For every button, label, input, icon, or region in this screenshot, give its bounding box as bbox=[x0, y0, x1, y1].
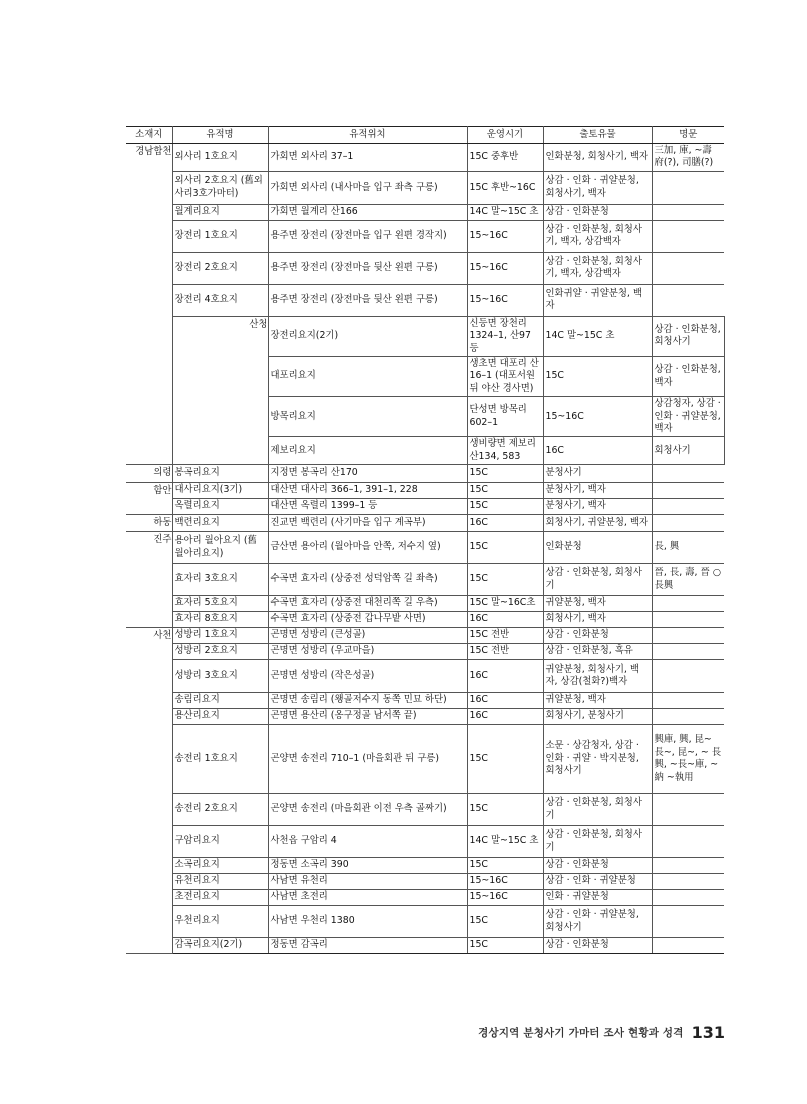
artifacts-cell: 상감 · 인화분청 bbox=[543, 858, 652, 874]
artifacts-cell: 상감 · 인화 · 귀얄분청 bbox=[543, 874, 652, 890]
table-body bbox=[126, 144, 724, 954]
site-name-cell: 구암리요지 bbox=[172, 826, 268, 858]
inscription-cell bbox=[652, 794, 724, 826]
region-cell bbox=[126, 465, 172, 482]
table-row bbox=[126, 220, 724, 252]
table-row bbox=[126, 204, 724, 220]
inscription-cell: 興庫, 興, 昆~ 長~, 昆~, ~ 長興, ~長~庫, ~納 ~執用 bbox=[652, 725, 724, 794]
header-site-name: 유적명 bbox=[172, 127, 268, 144]
artifacts-cell: 상감 · 인화분청, 흑유 bbox=[543, 644, 652, 660]
site-location-cell: 가회면 월계리 산166 bbox=[268, 204, 467, 220]
artifacts-cell: 분청사기, 백자 bbox=[543, 498, 652, 514]
table-row bbox=[126, 660, 724, 693]
site-name-cell: 월계리요지 bbox=[172, 204, 268, 220]
period-cell: 14C 말~15C 초 bbox=[467, 204, 543, 220]
site-name-cell: 장전리 1호요지 bbox=[172, 220, 268, 252]
site-name-cell: 방목리요지 bbox=[268, 397, 467, 437]
period-cell: 15C 후반~16C bbox=[467, 171, 543, 204]
table-row bbox=[126, 564, 724, 596]
site-location-cell: 단성면 방목리 602–1 bbox=[467, 397, 543, 437]
site-location-cell: 곤명면 성방리 (큰성골) bbox=[268, 628, 467, 644]
site-name-cell: 효자리 5호요지 bbox=[172, 596, 268, 612]
period-cell: 15~16C bbox=[467, 890, 543, 906]
site-location-cell: 가회면 외사리 37–1 bbox=[268, 144, 467, 172]
artifacts-cell: 상감 · 인화분청 bbox=[543, 628, 652, 644]
period-cell: 15~16C bbox=[543, 397, 652, 437]
site-location-cell: 금산면 용아리 (월아마을 안쪽, 저수지 옆) bbox=[268, 532, 467, 564]
county-label: 진주 bbox=[153, 534, 172, 546]
table-row bbox=[126, 826, 724, 858]
table-row bbox=[126, 693, 724, 709]
table-row bbox=[126, 890, 724, 906]
period-cell: 14C 말~15C 초 bbox=[543, 316, 652, 356]
site-name-cell: 송전리 2호요지 bbox=[172, 794, 268, 826]
site-location-cell: 수곡면 효자리 (상중전 성덕암쪽 길 좌측) bbox=[268, 564, 467, 596]
table-header-row bbox=[126, 127, 724, 144]
kiln-site-table bbox=[126, 126, 724, 954]
site-location-cell: 진교면 백련리 (사기마을 입구 계곡부) bbox=[268, 514, 467, 531]
site-name-cell: 초전리요지 bbox=[172, 890, 268, 906]
county-label: 하동 bbox=[153, 516, 172, 528]
artifacts-cell: 상감 · 인화분청, 회청사기 bbox=[543, 826, 652, 858]
site-location-cell: 곤명면 성방리 (우교마을) bbox=[268, 644, 467, 660]
table-row bbox=[126, 144, 724, 172]
site-name-cell: 효자리 3호요지 bbox=[172, 564, 268, 596]
site-name-cell: 소곡리요지 bbox=[172, 858, 268, 874]
inscription-cell bbox=[652, 858, 724, 874]
inscription-cell bbox=[652, 596, 724, 612]
site-location-cell: 곤양면 송전리 710–1 (마을회관 뒤 구릉) bbox=[268, 725, 467, 794]
site-location-cell: 대산면 옥렬리 1399–1 등 bbox=[268, 498, 467, 514]
site-location-cell: 사남면 초전리 bbox=[268, 890, 467, 906]
period-cell: 15C bbox=[467, 564, 543, 596]
table-row bbox=[126, 514, 724, 531]
inscription-cell bbox=[652, 628, 724, 644]
region-cell bbox=[126, 628, 172, 954]
inscription-cell bbox=[652, 612, 724, 628]
site-location-cell: 수곡면 효자리 (상중전 갑나무밭 사면) bbox=[268, 612, 467, 628]
artifacts-cell: 회청사기 bbox=[652, 437, 724, 465]
site-name-cell: 외사리 1호요지 bbox=[172, 144, 268, 172]
artifacts-cell: 인화귀얄 · 귀얄분청, 백자 bbox=[543, 284, 652, 316]
site-location-cell: 지정면 봉곡리 산170 bbox=[268, 465, 467, 482]
inscription-cell bbox=[652, 204, 724, 220]
inscription-cell bbox=[652, 906, 724, 938]
table-row bbox=[126, 628, 724, 644]
table-row bbox=[126, 794, 724, 826]
site-location-cell: 정동면 감곡리 bbox=[268, 938, 467, 954]
header-location-region: 소재지 bbox=[126, 127, 172, 144]
site-location-cell: 곤명면 용산리 (옹구정골 남서쪽 끝) bbox=[268, 709, 467, 725]
region-cell bbox=[126, 144, 172, 465]
region-cell bbox=[172, 316, 268, 464]
artifacts-cell: 귀얄분청, 회청사기, 백자, 상감(철화?)백자 bbox=[543, 660, 652, 693]
inscription-cell bbox=[652, 938, 724, 954]
period-cell: 15~16C bbox=[467, 220, 543, 252]
table-row bbox=[126, 482, 724, 498]
county-label: 사천 bbox=[153, 630, 172, 642]
period-cell: 15C bbox=[467, 725, 543, 794]
site-name-cell: 장전리 4호요지 bbox=[172, 284, 268, 316]
inscription-cell bbox=[652, 220, 724, 252]
table-row bbox=[126, 284, 724, 316]
site-location-cell: 사천읍 구암리 4 bbox=[268, 826, 467, 858]
artifacts-cell: 분청사기 bbox=[543, 465, 652, 482]
province-label: 경남 bbox=[135, 146, 154, 157]
table-row bbox=[126, 644, 724, 660]
table-row bbox=[126, 252, 724, 284]
site-name-cell: 감곡리요지(2기) bbox=[172, 938, 268, 954]
inscription-cell bbox=[652, 826, 724, 858]
table-row bbox=[126, 858, 724, 874]
inscription-cell bbox=[652, 482, 724, 498]
site-location-cell: 정동면 소곡리 390 bbox=[268, 858, 467, 874]
county-label: 합천 bbox=[153, 146, 172, 157]
table-row bbox=[126, 612, 724, 628]
period-cell: 15C bbox=[467, 532, 543, 564]
artifacts-cell: 상감 · 인화분청, 회청사기, 백자, 상감백자 bbox=[543, 220, 652, 252]
inscription-cell bbox=[652, 252, 724, 284]
table-row bbox=[126, 874, 724, 890]
artifacts-cell: 회청사기, 귀얄분청, 백자 bbox=[543, 514, 652, 531]
site-name-cell: 대사리요지(3기) bbox=[172, 482, 268, 498]
table-row bbox=[126, 465, 724, 482]
inscription-cell bbox=[652, 284, 724, 316]
period-cell: 15C bbox=[467, 794, 543, 826]
period-cell: 16C bbox=[467, 709, 543, 725]
inscription-cell bbox=[652, 693, 724, 709]
artifacts-cell: 인화 · 귀얄분청 bbox=[543, 890, 652, 906]
table-row bbox=[126, 906, 724, 938]
table-row bbox=[126, 725, 724, 794]
period-cell: 15~16C bbox=[467, 874, 543, 890]
site-name-cell: 용아리 월아요지 (舊 월아리요지) bbox=[172, 532, 268, 564]
site-name-cell: 성방리 3호요지 bbox=[172, 660, 268, 693]
site-name-cell: 제보리요지 bbox=[268, 437, 467, 465]
inscription-cell bbox=[652, 498, 724, 514]
inscription-cell: 長, 興 bbox=[652, 532, 724, 564]
site-location-cell: 곤명면 성방리 (작은성골) bbox=[268, 660, 467, 693]
period-cell: 16C bbox=[467, 612, 543, 628]
site-name-cell: 장전리 2호요지 bbox=[172, 252, 268, 284]
period-cell: 16C bbox=[543, 437, 652, 465]
county-label: 의령 bbox=[153, 467, 172, 479]
site-location-cell: 곤명면 송림리 (왱골저수지 동쪽 민묘 하단) bbox=[268, 693, 467, 709]
artifacts-cell: 소문 · 상감청자, 상감 · 인화 · 귀얄 · 박지분청, 회청사기 bbox=[543, 725, 652, 794]
artifacts-cell: 상감 · 인화분청, 회청사기, 백자, 상감백자 bbox=[543, 252, 652, 284]
period-cell: 15C 중후반 bbox=[467, 144, 543, 172]
period-cell: 16C bbox=[467, 514, 543, 531]
table-row bbox=[126, 171, 724, 204]
inscription-cell bbox=[652, 644, 724, 660]
site-location-cell: 수곡면 효자리 (상중전 대천리쪽 길 우측) bbox=[268, 596, 467, 612]
artifacts-cell: 상감 · 인화 · 귀얄분청, 회청사기 bbox=[543, 906, 652, 938]
table-row bbox=[126, 709, 724, 725]
inscription-cell bbox=[652, 465, 724, 482]
table-row bbox=[126, 316, 724, 356]
site-name-cell: 성방리 1호요지 bbox=[172, 628, 268, 644]
header-inscription: 명문 bbox=[652, 127, 724, 144]
site-name-cell: 대포리요지 bbox=[268, 357, 467, 397]
period-cell: 16C bbox=[467, 660, 543, 693]
inscription-cell: 三加, 庫, ~壽 府(?), 司膳(?) bbox=[652, 144, 724, 172]
artifacts-cell: 상감 · 인화 · 귀얄분청, 회청사기, 백자 bbox=[543, 171, 652, 204]
site-location-cell: 용주면 장전리 (장전마을 뒷산 왼편 구릉) bbox=[268, 252, 467, 284]
period-cell: 15C 말~16C초 bbox=[467, 596, 543, 612]
site-name-cell: 장전리요지(2기) bbox=[268, 316, 467, 356]
header-site-location: 유적위치 bbox=[268, 127, 467, 144]
artifacts-cell: 인화분청, 회청사기, 백자 bbox=[543, 144, 652, 172]
artifacts-cell: 상감 · 인화분청, 회청사기 bbox=[543, 564, 652, 596]
table-row bbox=[126, 938, 724, 954]
period-cell: 15C bbox=[467, 465, 543, 482]
period-cell: 15C bbox=[467, 906, 543, 938]
period-cell: 15C 전반 bbox=[467, 628, 543, 644]
period-cell: 15C bbox=[467, 938, 543, 954]
inscription-cell bbox=[652, 514, 724, 531]
artifacts-cell: 상감 · 인화분청, 회청사기 bbox=[543, 794, 652, 826]
region-cell bbox=[126, 514, 172, 531]
site-name-cell: 유천리요지 bbox=[172, 874, 268, 890]
inscription-cell: 晉, 長, 壽, 晉 ○長興 bbox=[652, 564, 724, 596]
site-name-cell: 용산리요지 bbox=[172, 709, 268, 725]
period-cell: 15~16C bbox=[467, 284, 543, 316]
site-location-cell: 대산면 대사리 366–1, 391–1, 228 bbox=[268, 482, 467, 498]
period-cell: 15C bbox=[467, 498, 543, 514]
period-cell: 15C bbox=[467, 482, 543, 498]
county-label: 산청 bbox=[249, 318, 268, 330]
artifacts-cell: 회청사기, 백자 bbox=[543, 612, 652, 628]
site-name-cell: 백련리요지 bbox=[172, 514, 268, 531]
site-name-cell: 송림리요지 bbox=[172, 693, 268, 709]
site-name-cell: 효자리 8호요지 bbox=[172, 612, 268, 628]
page-number: 131 bbox=[691, 1022, 725, 1042]
county-label: 함안 bbox=[153, 484, 172, 496]
site-location-cell: 용주면 장전리 (장전마을 뒷산 왼편 구릉) bbox=[268, 284, 467, 316]
artifacts-cell: 분청사기, 백자 bbox=[543, 482, 652, 498]
artifacts-cell: 상감 · 인화분청, 회청사기 bbox=[652, 316, 724, 356]
artifacts-cell: 상감청자, 상감 · 인화 · 귀얄분청, 백자 bbox=[652, 397, 724, 437]
artifacts-cell: 인화분청 bbox=[543, 532, 652, 564]
artifacts-cell: 상감 · 인화분청 bbox=[543, 204, 652, 220]
site-location-cell: 생비량면 제보리 산134, 583 bbox=[467, 437, 543, 465]
inscription-cell bbox=[652, 874, 724, 890]
period-cell: 14C 말~15C 초 bbox=[467, 826, 543, 858]
artifacts-cell: 귀얄분청, 백자 bbox=[543, 596, 652, 612]
artifacts-cell: 상감 · 인화분청, 백자 bbox=[652, 357, 724, 397]
footer-title: 경상지역 분청사기 가마터 조사 현황과 성격 bbox=[478, 1026, 684, 1039]
period-cell: 16C bbox=[467, 693, 543, 709]
site-location-cell: 곤양면 송전리 (마을회관 이전 우측 골짜기) bbox=[268, 794, 467, 826]
site-name-cell: 옥렬리요지 bbox=[172, 498, 268, 514]
period-cell: 15C bbox=[467, 858, 543, 874]
table-row bbox=[126, 532, 724, 564]
period-cell: 15C bbox=[543, 357, 652, 397]
site-name-cell: 우천리요지 bbox=[172, 906, 268, 938]
site-location-cell: 사남면 우천리 1380 bbox=[268, 906, 467, 938]
inscription-cell bbox=[652, 890, 724, 906]
site-name-cell: 성방리 2호요지 bbox=[172, 644, 268, 660]
site-location-cell: 가회면 외사리 (내사마을 입구 좌측 구릉) bbox=[268, 171, 467, 204]
inscription-cell bbox=[652, 171, 724, 204]
period-cell: 15C 전반 bbox=[467, 644, 543, 660]
region-cell bbox=[126, 532, 172, 628]
page-footer bbox=[470, 1020, 725, 1044]
site-name-cell: 송전리 1호요지 bbox=[172, 725, 268, 794]
header-artifacts: 출토유물 bbox=[543, 127, 652, 144]
site-name-cell: 외사리 2호요지 (舊외사리3호가마터) bbox=[172, 171, 268, 204]
inscription-cell bbox=[652, 709, 724, 725]
artifacts-cell: 상감 · 인화분청 bbox=[543, 938, 652, 954]
artifacts-cell: 회청사기, 분청사기 bbox=[543, 709, 652, 725]
table-row bbox=[126, 498, 724, 514]
artifacts-cell: 귀얄분청, 백자 bbox=[543, 693, 652, 709]
period-cell: 15~16C bbox=[467, 252, 543, 284]
region-cell bbox=[126, 482, 172, 514]
site-location-cell: 생초면 대포리 산16–1 (대포서원 뒤 야산 경사면) bbox=[467, 357, 543, 397]
site-name-cell: 봉곡리요지 bbox=[172, 465, 268, 482]
header-operation-period: 운영시기 bbox=[467, 127, 543, 144]
inscription-cell bbox=[652, 660, 724, 693]
table-row bbox=[126, 596, 724, 612]
site-location-cell: 신등면 장천리 1324–1, 산97 등 bbox=[467, 316, 543, 356]
site-location-cell: 용주면 장전리 (장전마을 입구 왼편 경작지) bbox=[268, 220, 467, 252]
site-location-cell: 사남면 유천리 bbox=[268, 874, 467, 890]
